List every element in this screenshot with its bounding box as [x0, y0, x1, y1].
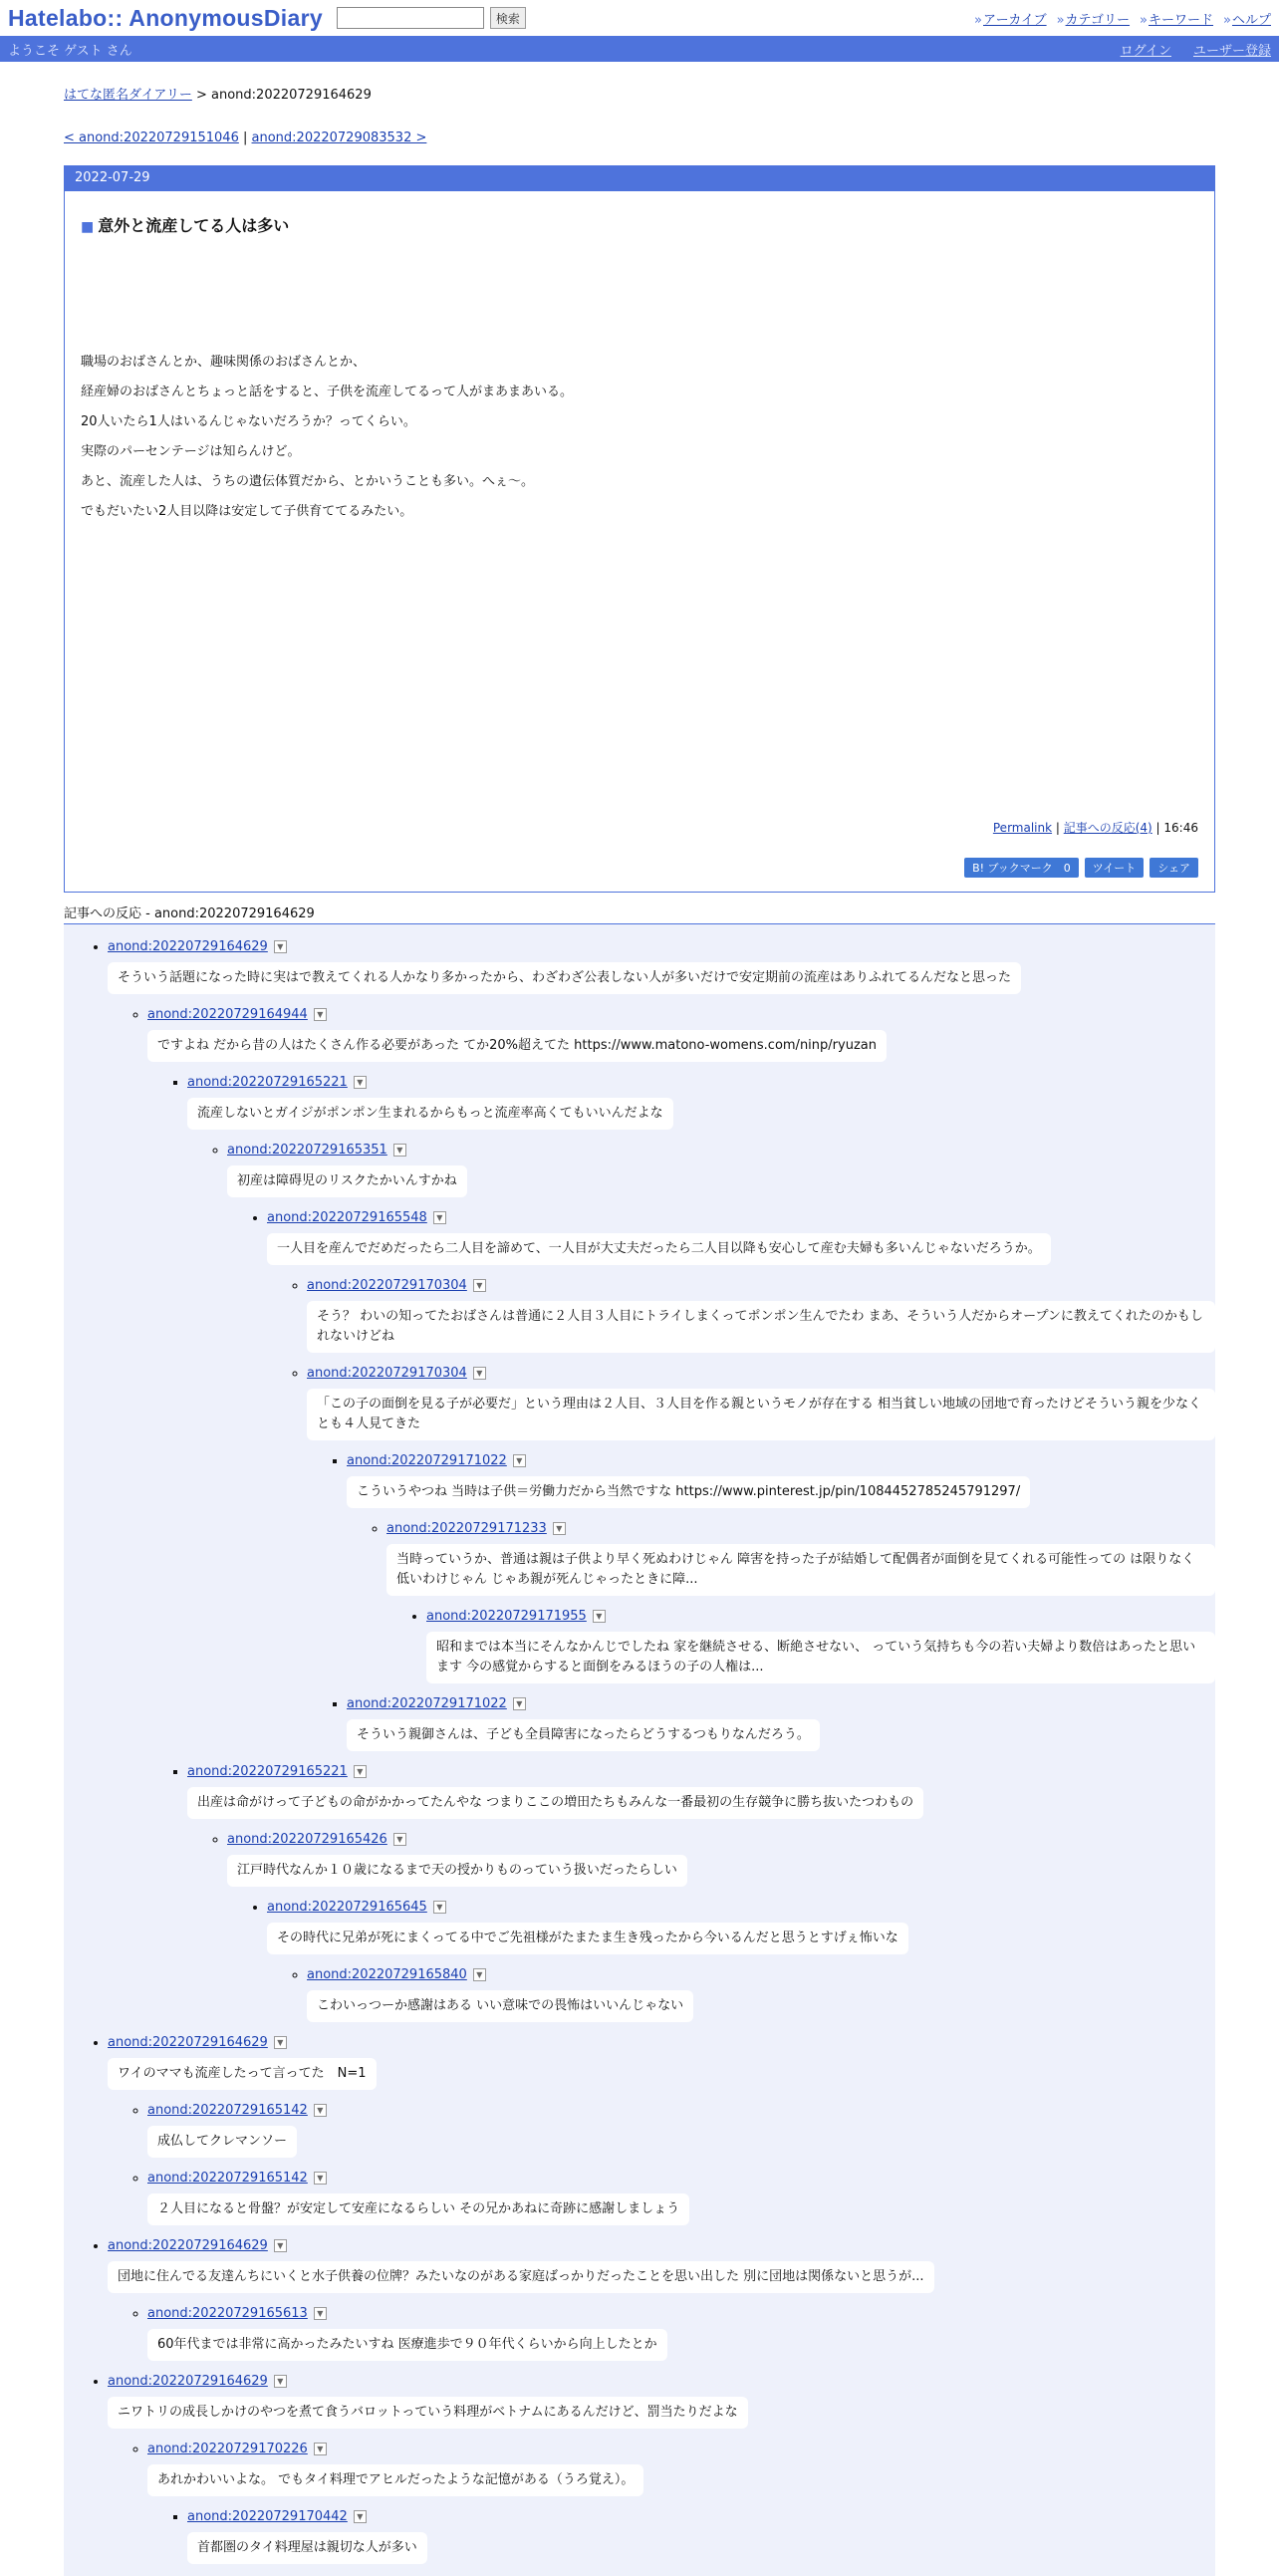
- reaction-id-link[interactable]: anond:20220729164629: [108, 2035, 268, 2050]
- help-link[interactable]: » ヘルプ: [1223, 9, 1271, 28]
- toggle-icon[interactable]: ▼: [314, 2307, 327, 2320]
- reaction-id-link[interactable]: anond:20220729165351: [227, 1143, 387, 1158]
- reaction-item: [147, 2096, 1215, 2164]
- reactions-tree: [64, 924, 1215, 2576]
- reaction-item: [147, 2164, 1215, 2231]
- toggle-icon[interactable]: ▼: [354, 1076, 367, 1089]
- breadcrumb-separator: >: [191, 88, 212, 103]
- reaction-text: その時代に兄弟が死にまくってる中でご先祖様がたまたま生き残ったから今いるんだと思うとすげぇ怖いな: [267, 1923, 908, 1954]
- share-buttons: [964, 858, 1198, 878]
- permalink-link[interactable]: Permalink: [992, 821, 1053, 835]
- toggle-icon[interactable]: ▼: [433, 1211, 446, 1224]
- toggle-icon[interactable]: ▼: [473, 1279, 486, 1292]
- reaction-id-link[interactable]: anond:20220729170442: [187, 2509, 348, 2524]
- reaction-item: [227, 1825, 1215, 2028]
- reaction-text: 「この子の面倒を見る子が必要だ」という理由は２人目、３人目を作る親というモノが存在する 相当貧しい地域の団地で育ったけどそういう親を少なくとも４人見てきた: [307, 1389, 1215, 1440]
- reactions-title: 記事への反応 - anond:20220729164629: [64, 902, 1215, 924]
- reaction-id-link[interactable]: anond:20220729170304: [307, 1278, 467, 1293]
- toggle-icon[interactable]: ▼: [473, 1968, 486, 1981]
- reactions-link[interactable]: 記事への反応(4): [1063, 821, 1152, 835]
- toggle-icon[interactable]: ▼: [393, 1144, 406, 1157]
- reaction-item: [426, 1602, 1215, 1689]
- reaction-id-link[interactable]: anond:20220729165221: [187, 1075, 348, 1090]
- facebook-share-button[interactable]: シェア: [1150, 858, 1198, 878]
- toggle-icon[interactable]: ▼: [314, 2104, 327, 2117]
- reaction-item: [386, 1514, 1215, 1689]
- reaction-id-link[interactable]: anond:20220729164629: [108, 2238, 268, 2253]
- entry-line: 実際のパーセンテージは知らんけど。: [81, 444, 301, 459]
- toggle-icon[interactable]: ▼: [354, 1765, 367, 1778]
- reaction-id-link[interactable]: anond:20220729164944: [147, 1007, 308, 1022]
- entry-footer: [993, 819, 1198, 836]
- reaction-id-link[interactable]: anond:20220729165426: [227, 1832, 387, 1847]
- entry-line: 20人いたら1人はいるんじゃないだろうか？ってくらい。: [81, 414, 416, 429]
- site-logo[interactable]: Hatelabo:: AnonymousDiary: [8, 4, 323, 31]
- reaction-id-link[interactable]: anond:20220729170226: [147, 2442, 308, 2456]
- entry-time: | 16:46: [1151, 821, 1198, 835]
- reaction-item: [347, 1689, 1215, 1757]
- reaction-item: [187, 1068, 1215, 1757]
- toggle-icon[interactable]: ▼: [513, 1454, 526, 1467]
- toggle-icon[interactable]: ▼: [593, 1610, 606, 1623]
- reaction-item: [108, 2231, 1215, 2367]
- toggle-icon[interactable]: ▼: [473, 1367, 486, 1380]
- reaction-id-link[interactable]: anond:20220729171022: [347, 1453, 507, 1468]
- reaction-text: ニワトリの成長しかけのやつを煮て食うバロットっていう料理がベトナムにあるんだけど、罰当たりだよな: [108, 2397, 748, 2429]
- reaction-text: こわいっつーか感謝はある いい意味での畏怖はいいんじゃない: [307, 1990, 693, 2022]
- reaction-text: ワイのママも流産したって言ってた N=1: [108, 2058, 377, 2090]
- entry-line: でもだいたい2人目以降は安定して子供育ててるみたい。: [81, 504, 413, 519]
- reaction-text: 団地に住んでる友達んちにいくと水子供養の位牌？みたいなのがある家庭ばっかりだったことを思い出した 別に団地は関係ないと思うが...: [108, 2261, 934, 2293]
- archive-link[interactable]: » アーカイブ: [974, 9, 1047, 28]
- entry-navigation: [64, 130, 1215, 145]
- user-bar: [0, 36, 1279, 62]
- toggle-icon[interactable]: ▼: [274, 2375, 287, 2388]
- footer-separator: |: [1052, 821, 1064, 835]
- reaction-text: 首都圏のタイ料理屋は親切な人が多い: [187, 2532, 427, 2564]
- toggle-icon[interactable]: ▼: [314, 2443, 327, 2455]
- search-button[interactable]: 検索: [490, 7, 526, 29]
- toggle-icon[interactable]: ▼: [274, 2239, 287, 2252]
- toggle-icon[interactable]: ▼: [433, 1901, 446, 1914]
- reaction-text: 60年代までは非常に高かったみたいすね 医療進歩で９０年代くらいから向上したとか: [147, 2329, 667, 2361]
- reaction-text: 成仏してクレマンソー: [147, 2126, 297, 2158]
- reaction-item: [108, 2367, 1215, 2570]
- reaction-text: 初産は障碍児のリスクたかいんすかね: [227, 1165, 467, 1197]
- top-links: [974, 9, 1271, 28]
- reaction-text: そう？ わいの知ってたおばさんは普通に２人目３人目にトライしまくってポンポン生んでたわ まあ、そういう人だからオープンに教えてくれたのかもしれないけどね: [307, 1301, 1215, 1353]
- reaction-item: [187, 2502, 1215, 2570]
- reaction-text: ですよね だから昔の人はたくさん作る必要があった てか20%超えてた https://www.matono-womens.com/ninp/ryuzan: [147, 1030, 887, 1062]
- toggle-icon[interactable]: ▼: [274, 940, 287, 953]
- top-bar: [0, 0, 1279, 36]
- entry-line: 職場のおばさんとか、趣味関係のおばさんとか、: [81, 355, 367, 370]
- reaction-item: [147, 2435, 1215, 2570]
- search-input[interactable]: [337, 7, 484, 29]
- main-content: [0, 84, 1279, 2576]
- reaction-text: 流産しないとガイジがポンポン生まれるからもっと流産率高くてもいいんだよな: [187, 1098, 673, 1130]
- welcome-text: ようこそ ゲスト さん: [8, 43, 132, 59]
- reaction-item: [307, 1359, 1215, 1757]
- toggle-icon[interactable]: ▼: [553, 1522, 566, 1535]
- entry-box: [64, 165, 1215, 893]
- breadcrumb-home[interactable]: はてな匿名ダイアリー: [64, 88, 192, 103]
- entry-body: [81, 348, 1198, 527]
- prev-entry-link[interactable]: < anond:20220729151046: [64, 130, 239, 145]
- category-link[interactable]: » カテゴリー: [1057, 9, 1130, 28]
- reaction-item: [187, 1757, 1215, 2028]
- register-link[interactable]: ユーザー登録: [1192, 43, 1271, 59]
- reaction-id-link[interactable]: anond:20220729165142: [147, 2171, 308, 2186]
- reaction-id-link[interactable]: anond:20220729165221: [187, 1764, 348, 1779]
- breadcrumb-current: anond:20220729164629: [211, 88, 372, 103]
- keyword-link[interactable]: » キーワード: [1140, 9, 1213, 28]
- hatena-bookmark-button[interactable]: B! ブックマーク 0: [964, 858, 1079, 878]
- reaction-item: [307, 1960, 1215, 2028]
- reaction-id-link[interactable]: anond:20220729171233: [386, 1521, 547, 1536]
- entry-title: [81, 213, 1198, 236]
- toggle-icon[interactable]: ▼: [354, 2510, 367, 2523]
- reaction-text: 当時っていうか、普通は親は子供より早く死ぬわけじゃん 障害を持った子が結婚して配偶者が面倒を見てくれる可能性っての は限りなく低いわけじゃん じゃあ親が死んじゃったときに障...: [386, 1544, 1215, 1596]
- reaction-id-link[interactable]: anond:20220729165645: [267, 1900, 427, 1915]
- reaction-id-link[interactable]: anond:20220729171955: [426, 1609, 587, 1624]
- entry-line: 経産婦のおばさんとちょっと話をすると、子供を流産してるって人がまあまあいる。: [81, 385, 574, 399]
- entry-line: あと、流産した人は、うちの遺伝体質だから、とかいうことも多い。へぇ～。: [81, 474, 535, 489]
- reaction-id-link[interactable]: anond:20220729171022: [347, 1696, 507, 1711]
- tweet-button[interactable]: ツイート: [1085, 858, 1144, 878]
- reaction-item: [147, 2299, 1215, 2367]
- reaction-id-link[interactable]: anond:20220729170304: [307, 1366, 467, 1381]
- reaction-item: [108, 932, 1215, 2028]
- reaction-id-link[interactable]: anond:20220729165142: [147, 2103, 308, 2118]
- toggle-icon[interactable]: ▼: [314, 2172, 327, 2185]
- reaction-text: ２人目になると骨盤？が安定して安産になるらしい その兄かあねに奇跡に感謝しましょう: [147, 2193, 689, 2225]
- breadcrumb: [64, 84, 1215, 103]
- reaction-item: [147, 1000, 1215, 2028]
- reaction-text: そういう親御さんは、子ども全員障害になったらどうするつもりなんだろう。: [347, 1719, 820, 1751]
- reaction-text: 江戸時代なんか１０歳になるまで天の授かりものっていう扱いだったらしい: [227, 1855, 687, 1887]
- reaction-id-link[interactable]: anond:20220729164629: [108, 939, 268, 954]
- reaction-item: [347, 1446, 1215, 1689]
- toggle-icon[interactable]: ▼: [274, 2036, 287, 2049]
- toggle-icon[interactable]: ▼: [393, 1833, 406, 1846]
- reaction-item: [227, 1136, 1215, 1757]
- reaction-item: [267, 1893, 1215, 2028]
- toggle-icon[interactable]: ▼: [513, 1697, 526, 1710]
- entry-date: 2022-07-29: [65, 166, 1214, 191]
- reaction-text: そういう話題になった時に実はで教えてくれる人かなり多かったから、わざわざ公表しない人が多いだけで安定期前の流産はありふれてるんだなと思った: [108, 962, 1021, 994]
- reaction-item: [108, 2028, 1215, 2231]
- reaction-item: [267, 1203, 1215, 1757]
- reaction-text: 一人目を産んでだめだったら二人目を諦めて、一人目が大丈夫だったら二人目以降も安心して産む夫婦も多いんじゃないだろうか。: [267, 1233, 1051, 1265]
- nav-separator: |: [238, 130, 252, 145]
- title-square-icon[interactable]: ■: [81, 219, 95, 235]
- reaction-text: 昭和までは本当にそんなかんじでしたね 家を継続させる、断絶させない、 っていう気持ちも今の若い夫婦より数倍はあったと思います 今の感覚からすると面倒をみるほうの子の人権は...: [426, 1632, 1215, 1683]
- next-entry-link[interactable]: anond:20220729083532 >: [251, 130, 427, 145]
- entry-title-text: 意外と流産してる人は多い: [98, 216, 290, 235]
- reaction-text: 出産は命がけって子どもの命がかかってたんやな つまりここの増田たちもみんな一番最初の生存競争に勝ち抜いたつわもの: [187, 1787, 923, 1819]
- reaction-text: こういうやつね 当時は子供＝労働力だから当然ですな https://www.pinterest.jp/pin/1084452785245791297/: [347, 1476, 1030, 1508]
- reaction-id-link[interactable]: anond:20220729165613: [147, 2306, 308, 2321]
- reaction-text: あれかわいいよな。 でもタイ料理でアヒルだったような記憶がある（うろ覚え）。: [147, 2464, 643, 2496]
- reaction-id-link[interactable]: anond:20220729165840: [307, 1967, 467, 1982]
- reaction-id-link[interactable]: anond:20220729165548: [267, 1210, 427, 1225]
- reaction-id-link[interactable]: anond:20220729164629: [108, 2374, 268, 2389]
- login-link[interactable]: ログイン: [1120, 43, 1171, 59]
- toggle-icon[interactable]: ▼: [314, 1008, 327, 1021]
- reaction-item: [307, 1271, 1215, 1359]
